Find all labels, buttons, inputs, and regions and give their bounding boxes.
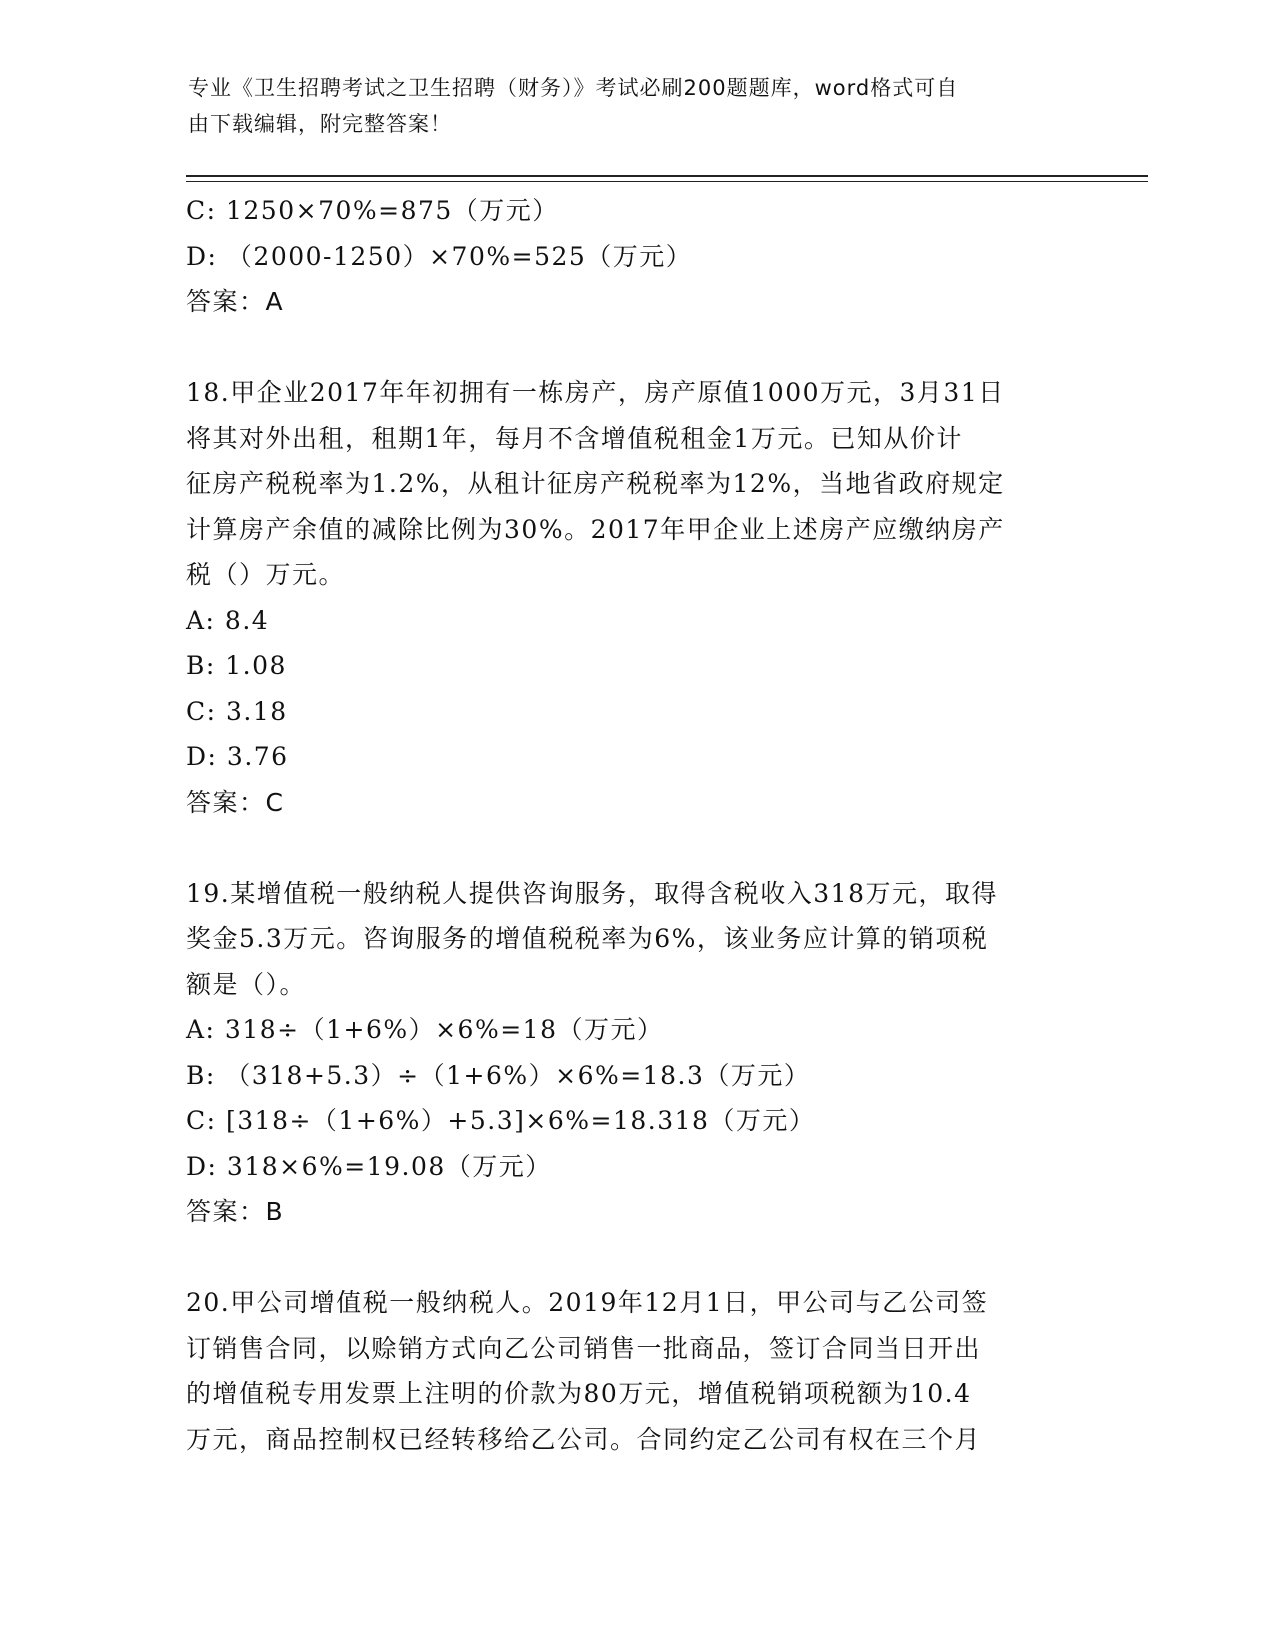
- q18-stem-line: 将其对外出租，租期1年，每月不含增值税租金1万元。已知从价计: [186, 423, 963, 453]
- document-header: [188, 70, 1068, 142]
- question-19: [186, 871, 1086, 1235]
- q18-option-b: B: 1.08: [186, 651, 287, 680]
- q19-stem-line: 奖金5.3万元。咨询服务的增值税税率为6%，该业务应计算的销项税: [186, 924, 989, 953]
- q19-stem-line: 额是（）。: [186, 969, 307, 999]
- q18-option-c: C: 3.18: [186, 696, 288, 726]
- q19-option-a: A: 318÷（1+6%）×6%=18（万元）: [186, 1015, 664, 1044]
- q20-stem-line: 的增值税专用发票上注明的价款为80万元，增值税销项税额为10.4: [186, 1379, 972, 1408]
- header-divider-thin: [186, 181, 1148, 182]
- q19-answer: 答案：B: [186, 1197, 285, 1226]
- q20-stem-line: 万元，商品控制权已经转移给乙公司。合同约定乙公司有权在三个月: [186, 1424, 982, 1454]
- q18-stem-line: 征房产税税率为1.2%，从租计征房产税税率为12%，当地省政府规定: [186, 469, 1005, 498]
- q18-answer: 答案：C: [186, 787, 285, 817]
- q19-option-d: D: 318×6%=19.08（万元）: [186, 1151, 552, 1181]
- q18-stem-line: 18.甲企业2017年年初拥有一栋房产，房产原值1000万元，3月31日: [186, 378, 1005, 407]
- spacer: [186, 325, 1086, 371]
- question-20: [186, 1280, 1086, 1462]
- header-divider-thick: [186, 175, 1148, 177]
- spacer: [186, 1235, 1086, 1281]
- header-title-line-2: 由下载编辑，附完整答案！: [188, 112, 452, 136]
- prev-option-c: C: 1250×70%=875（万元）: [186, 196, 559, 225]
- q18-option-a: A: 8.4: [186, 605, 270, 635]
- q20-stem-line: 订销售合同，以赊销方式向乙公司销售一批商品，签订合同当日开出: [186, 1333, 982, 1363]
- q20-stem-line: 20.甲公司增值税一般纳税人。2019年12月1日，甲公司与乙公司签: [186, 1288, 989, 1317]
- document-body: [186, 188, 1086, 1462]
- q19-option-c: C: [318÷（1+6%）+5.3]×6%=18.318（万元）: [186, 1106, 816, 1135]
- question-18: [186, 370, 1086, 825]
- q18-option-d: D: 3.76: [186, 742, 289, 771]
- header-title-line-1: 专业《卫生招聘考试之卫生招聘（财务）》考试必刷200题题库，word格式可自: [188, 76, 959, 100]
- q19-option-b: B: （318+5.3）÷（1+6%）×6%=18.3（万元）: [186, 1060, 811, 1090]
- q19-stem-line: 19.某增值税一般纳税人提供咨询服务，取得含税收入318万元，取得: [186, 878, 998, 908]
- q18-stem-line: 计算房产余值的减除比例为30%。2017年甲企业上述房产应缴纳房产: [186, 514, 1005, 544]
- prev-answer: 答案：A: [186, 287, 285, 316]
- prev-option-d: D: （2000-1250）×70%=525（万元）: [186, 241, 693, 271]
- q18-stem-line: 税（）万元。: [186, 560, 346, 589]
- spacer: [186, 825, 1086, 871]
